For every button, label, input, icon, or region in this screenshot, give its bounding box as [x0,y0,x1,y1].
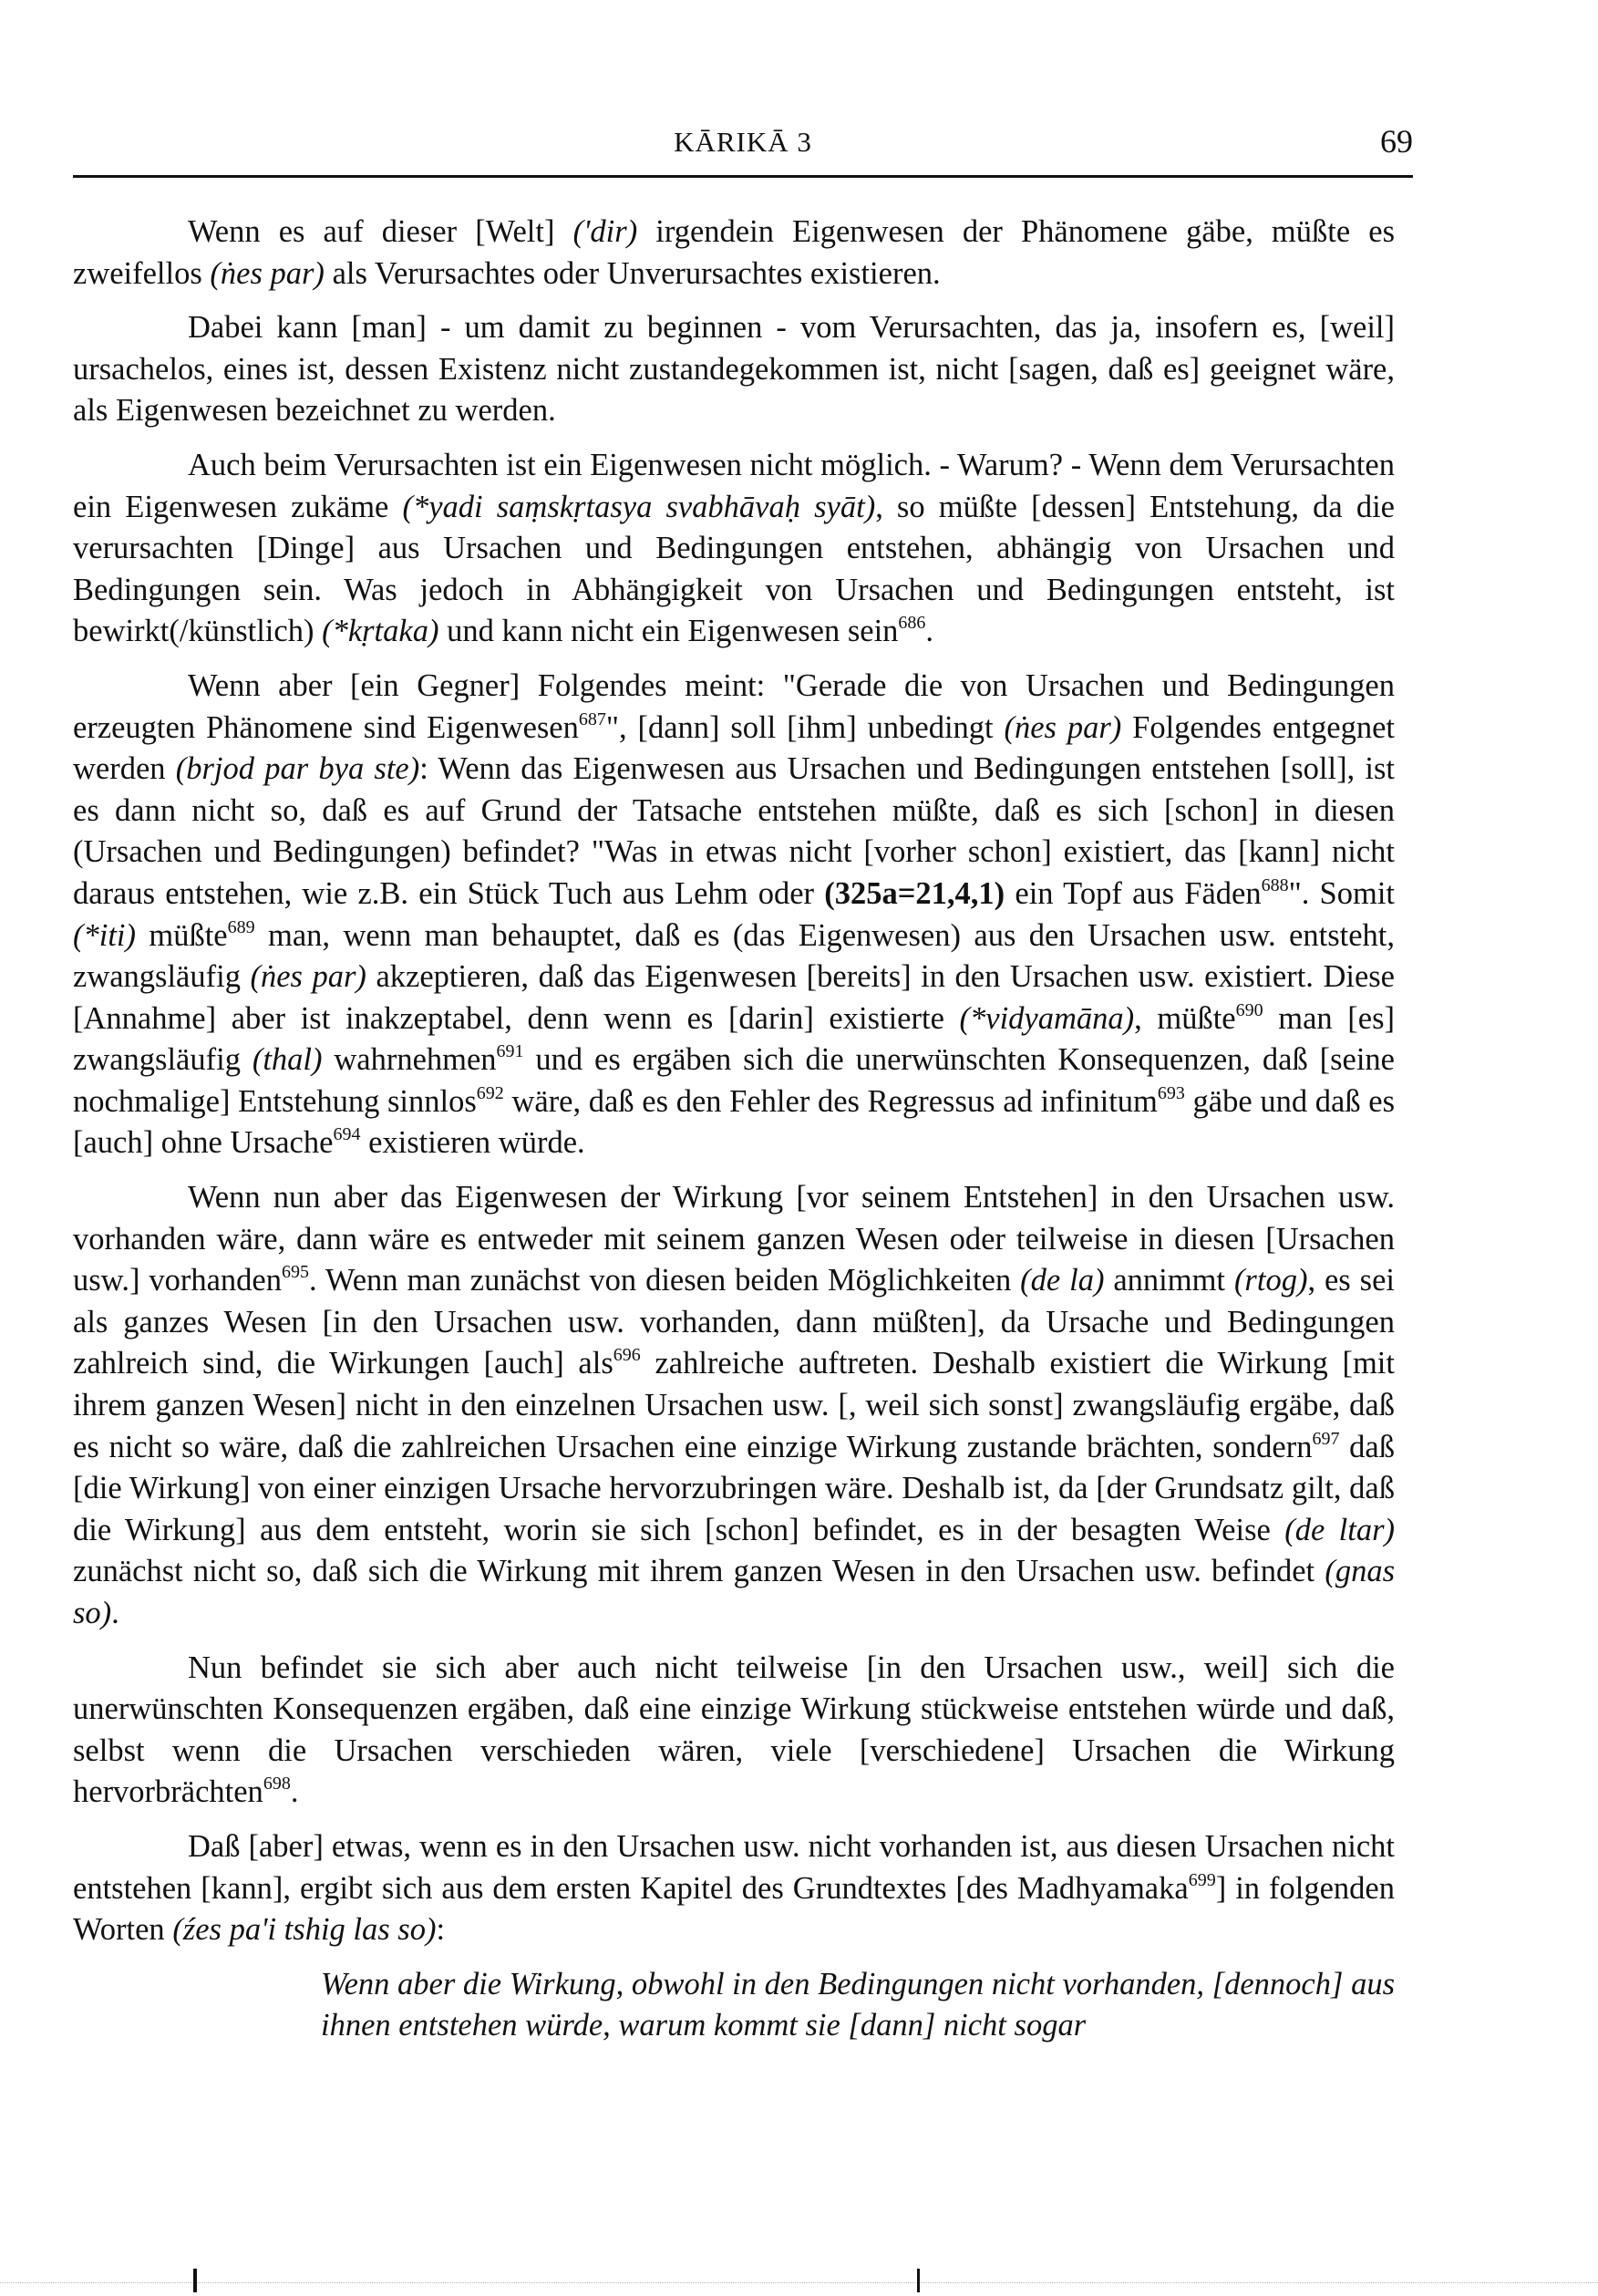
text-run: Daß [aber] etwas, wenn es in den Ursachen usw. nicht vorhanden ist, aus diesen Ursachen nicht entstehen [kann], ergibt sich aus dem ersten Kapitel des Grundtextes [des Madhyamaka [73,1828,1395,1906]
paragraph-2 [73,307,1395,432]
footnote-ref: 698 [263,1774,291,1794]
footnote-ref: 692 [476,1082,504,1103]
italic-term: (*vidyamāna) [959,1000,1135,1036]
text-run: Nun befindet sie sich aber auch nicht teilweise [in den Ursachen usw., weil] sich die unerwünschten Konsequenzen ergäben, daß eine einzige Wirkung stückweise entstehen würde und daß, selbst wenn die Ursachen verschieden wären, viele [verschiedene] Ursachen die Wirkung hervorbrächten [73,1650,1395,1810]
footnote-ref: 696 [613,1345,641,1366]
text-run: : [436,1912,446,1948]
footnote-ref: 686 [898,613,926,634]
text-run: , müßte [1134,1000,1236,1036]
footnote-ref: 697 [1312,1428,1340,1449]
text-run: ", [dann] soll [ihm] unbedingt [605,709,1005,745]
text-run: . [290,1774,299,1810]
text-run: zahlreiche auftreten. Deshalb existiert die Wirkung [mit ihrem ganzen Wesen] nicht in den einzelnen Ursachen usw. [, weil sich sonst] zwangsläufig ergäbe, daß es nicht so wäre, daß die zahlreichen Ursachen eine einzige Wirkung zustande brächten, sondern [73,1346,1395,1464]
text-run: Wenn aber [ein Gegner] Folgendes meint: "Gerade die von Ursachen und Bedingungen erzeugten Phänomene sind Eigenwesen [73,667,1395,745]
italic-term: (rtog) [1233,1263,1308,1298]
text-run: . Wenn man zunächst von diesen beiden Möglichkeiten [309,1263,1021,1298]
text-run: annimmt [1104,1263,1234,1298]
page-number: 69 [1380,123,1413,160]
text-run: irgendein Eigenwesen der Phänomene gäbe, müßte es zweifellos [73,214,1395,291]
italic-term: (*kṛtaka) [322,614,439,649]
block-quote: Wenn aber die Wirkung, obwohl in den Bedingungen nicht vorhanden, [dennoch] aus ihnen entstehen würde, warum kommt sie [dann] nicht sogar [321,1966,1395,2043]
text-run: man, wenn man behauptet, daß es (das Eigenwesen) aus den Ursachen usw. entsteht, zwangsläufig [73,917,1395,995]
footnote-ref: 687 [578,708,606,729]
text-run: Dabei kann [man] - um damit zu beginnen - vom Verursachten, das ja, insofern es, [weil] ursachelos, eines ist, dessen Existenz nicht zustandegekommen ist, nicht [sagen, daß es] geeignet wäre, als Eigenwesen bezeichnet zu werden. [73,310,1395,429]
text-run: : Wenn das Eigenwesen aus Ursachen und Bedingungen entstehen [soll], ist es dann nicht so, daß es auf Grund der Tatsache entstehen müßte, daß es sich [schon] in diesen (Ursachen und Bedingungen) befindet? "Was in etwas nicht [vorher schon] existiert, das [kann] nicht daraus entstehen, wie z.B. ein Stück Tuch aus Lehm oder [73,751,1396,911]
paragraph-6 [73,1648,1395,1814]
paragraph-7 [73,1826,1395,1951]
text-run: Folgendes entgegnet werden [73,709,1395,787]
text-run: ] in folgenden Worten [73,1870,1395,1948]
running-head [73,119,1413,178]
footnote-ref: 695 [282,1262,309,1283]
paragraph-4 [73,666,1395,1164]
text-run: ein Topf aus Fäden [1005,875,1262,911]
footnote-ref: 694 [333,1124,361,1145]
footnote-ref: 693 [1157,1082,1185,1103]
text-run: , so müßte [dessen] Entstehung, da die verursachten [Dinge] aus Ursachen und Bedingungen entstehen, abhängig von Ursachen und Bedingungen sein. Was jedoch in Abhängigkeit von Ursachen und Bedingungen entsteht, ist bewirkt(/künstlich) [73,489,1395,649]
italic-term: (brjod par bya ste) [175,751,420,787]
italic-term: (*iti) [73,917,136,953]
paragraph-3 [73,445,1395,653]
text-run: akzeptieren, daß das Eigenwesen [bereits] in den Ursachen usw. existiert. Diese [Annahme] aber ist inakzeptabel, denn wenn es [darin] existierte [73,959,1395,1036]
italic-term: (thal) [252,1042,323,1078]
italic-term: (de ltar) [1284,1512,1395,1547]
text-run: wahrnehmen [322,1042,497,1078]
paragraph-1 [73,212,1395,295]
italic-term: (de la) [1020,1263,1105,1298]
text-run: existieren würde. [360,1125,585,1161]
footnote-ref: 690 [1235,999,1263,1020]
text-run: man [es] zwangsläufig [73,1000,1395,1078]
footnote-ref: 688 [1261,874,1289,895]
text-run: Wenn es auf dieser [Welt] [188,214,573,249]
text-run: . [925,614,934,649]
text-run: . [111,1596,119,1630]
text-run: gäbe und daß es [auch] ohne Ursache [73,1083,1395,1161]
text-run: Auch beim Verursachten ist ein Eigenwesen nicht möglich. - Warum? - Wenn dem Verursachten ein Eigenwesen zukäme [73,447,1395,524]
italic-term: ('dir) [572,214,638,249]
italic-term: (*yadi saṃskṛtasya svabhāvaḥ syāt) [402,489,876,524]
text-run: als Verursachtes oder Unverursachtes existieren. [324,255,941,291]
folio-reference: (325a=21,4,1) [824,875,1005,911]
text-run: wäre, daß es den Fehler des Regressus ad infinitum [503,1083,1158,1119]
text-run: müßte [135,917,228,953]
book-page [73,0,1413,2296]
text-run: daß [die Wirkung] von einer einzigen Ursache hervorzubringen wäre. Deshalb ist, da [der Grundsatz gilt, daß die Wirkung] aus dem entsteht, worin sie sich [schon] befindet, es in der besagten Weise [73,1429,1395,1547]
italic-term: (ṅes par) [210,255,325,291]
footnote-ref: 691 [496,1041,524,1062]
text-run: Wenn nun aber das Eigenwesen der Wirkung [vor seinem Entstehen] in den Ursachen usw. vorhanden wäre, dann wäre es entweder mit seinem ganzen Wesen oder teilweise in diesen [Ursachen usw.] vorhanden [73,1180,1395,1298]
italic-term: (gnas so) [73,1554,1395,1630]
text-run: , es sei als ganzes Wesen [in den Ursachen usw. vorhanden, dann müßten], da Ursache und Bedingungen zahlreich sind, die Wirkungen [auch] als [73,1263,1395,1381]
italic-term: (ṅes par) [1004,709,1122,745]
scan-mark-left [193,2269,197,2292]
italic-term: (źes pa'i tshig las so) [172,1912,437,1948]
scan-bottom-edge [0,2282,1598,2283]
scan-mark-right [917,2269,920,2292]
text-run: und es ergäben sich die unerwünschten Konsequenzen, daß [seine nochmalige] Entstehung sinnlos [73,1042,1395,1119]
paragraph-5 [73,1177,1395,1635]
footnote-ref: 689 [227,916,255,937]
text-run: zunächst nicht so, daß sich die Wirkung mit ihrem ganzen Wesen in den Ursachen usw. befindet [73,1554,1325,1589]
footnote-ref: 699 [1188,1869,1216,1890]
italic-term: (ṅes par) [250,959,366,995]
text-run: und kann nicht ein Eigenwesen sein [438,614,899,649]
text-run: ". Somit [1288,875,1395,911]
running-title: KĀRIKĀ 3 [674,126,812,158]
body-text [73,212,1395,2047]
